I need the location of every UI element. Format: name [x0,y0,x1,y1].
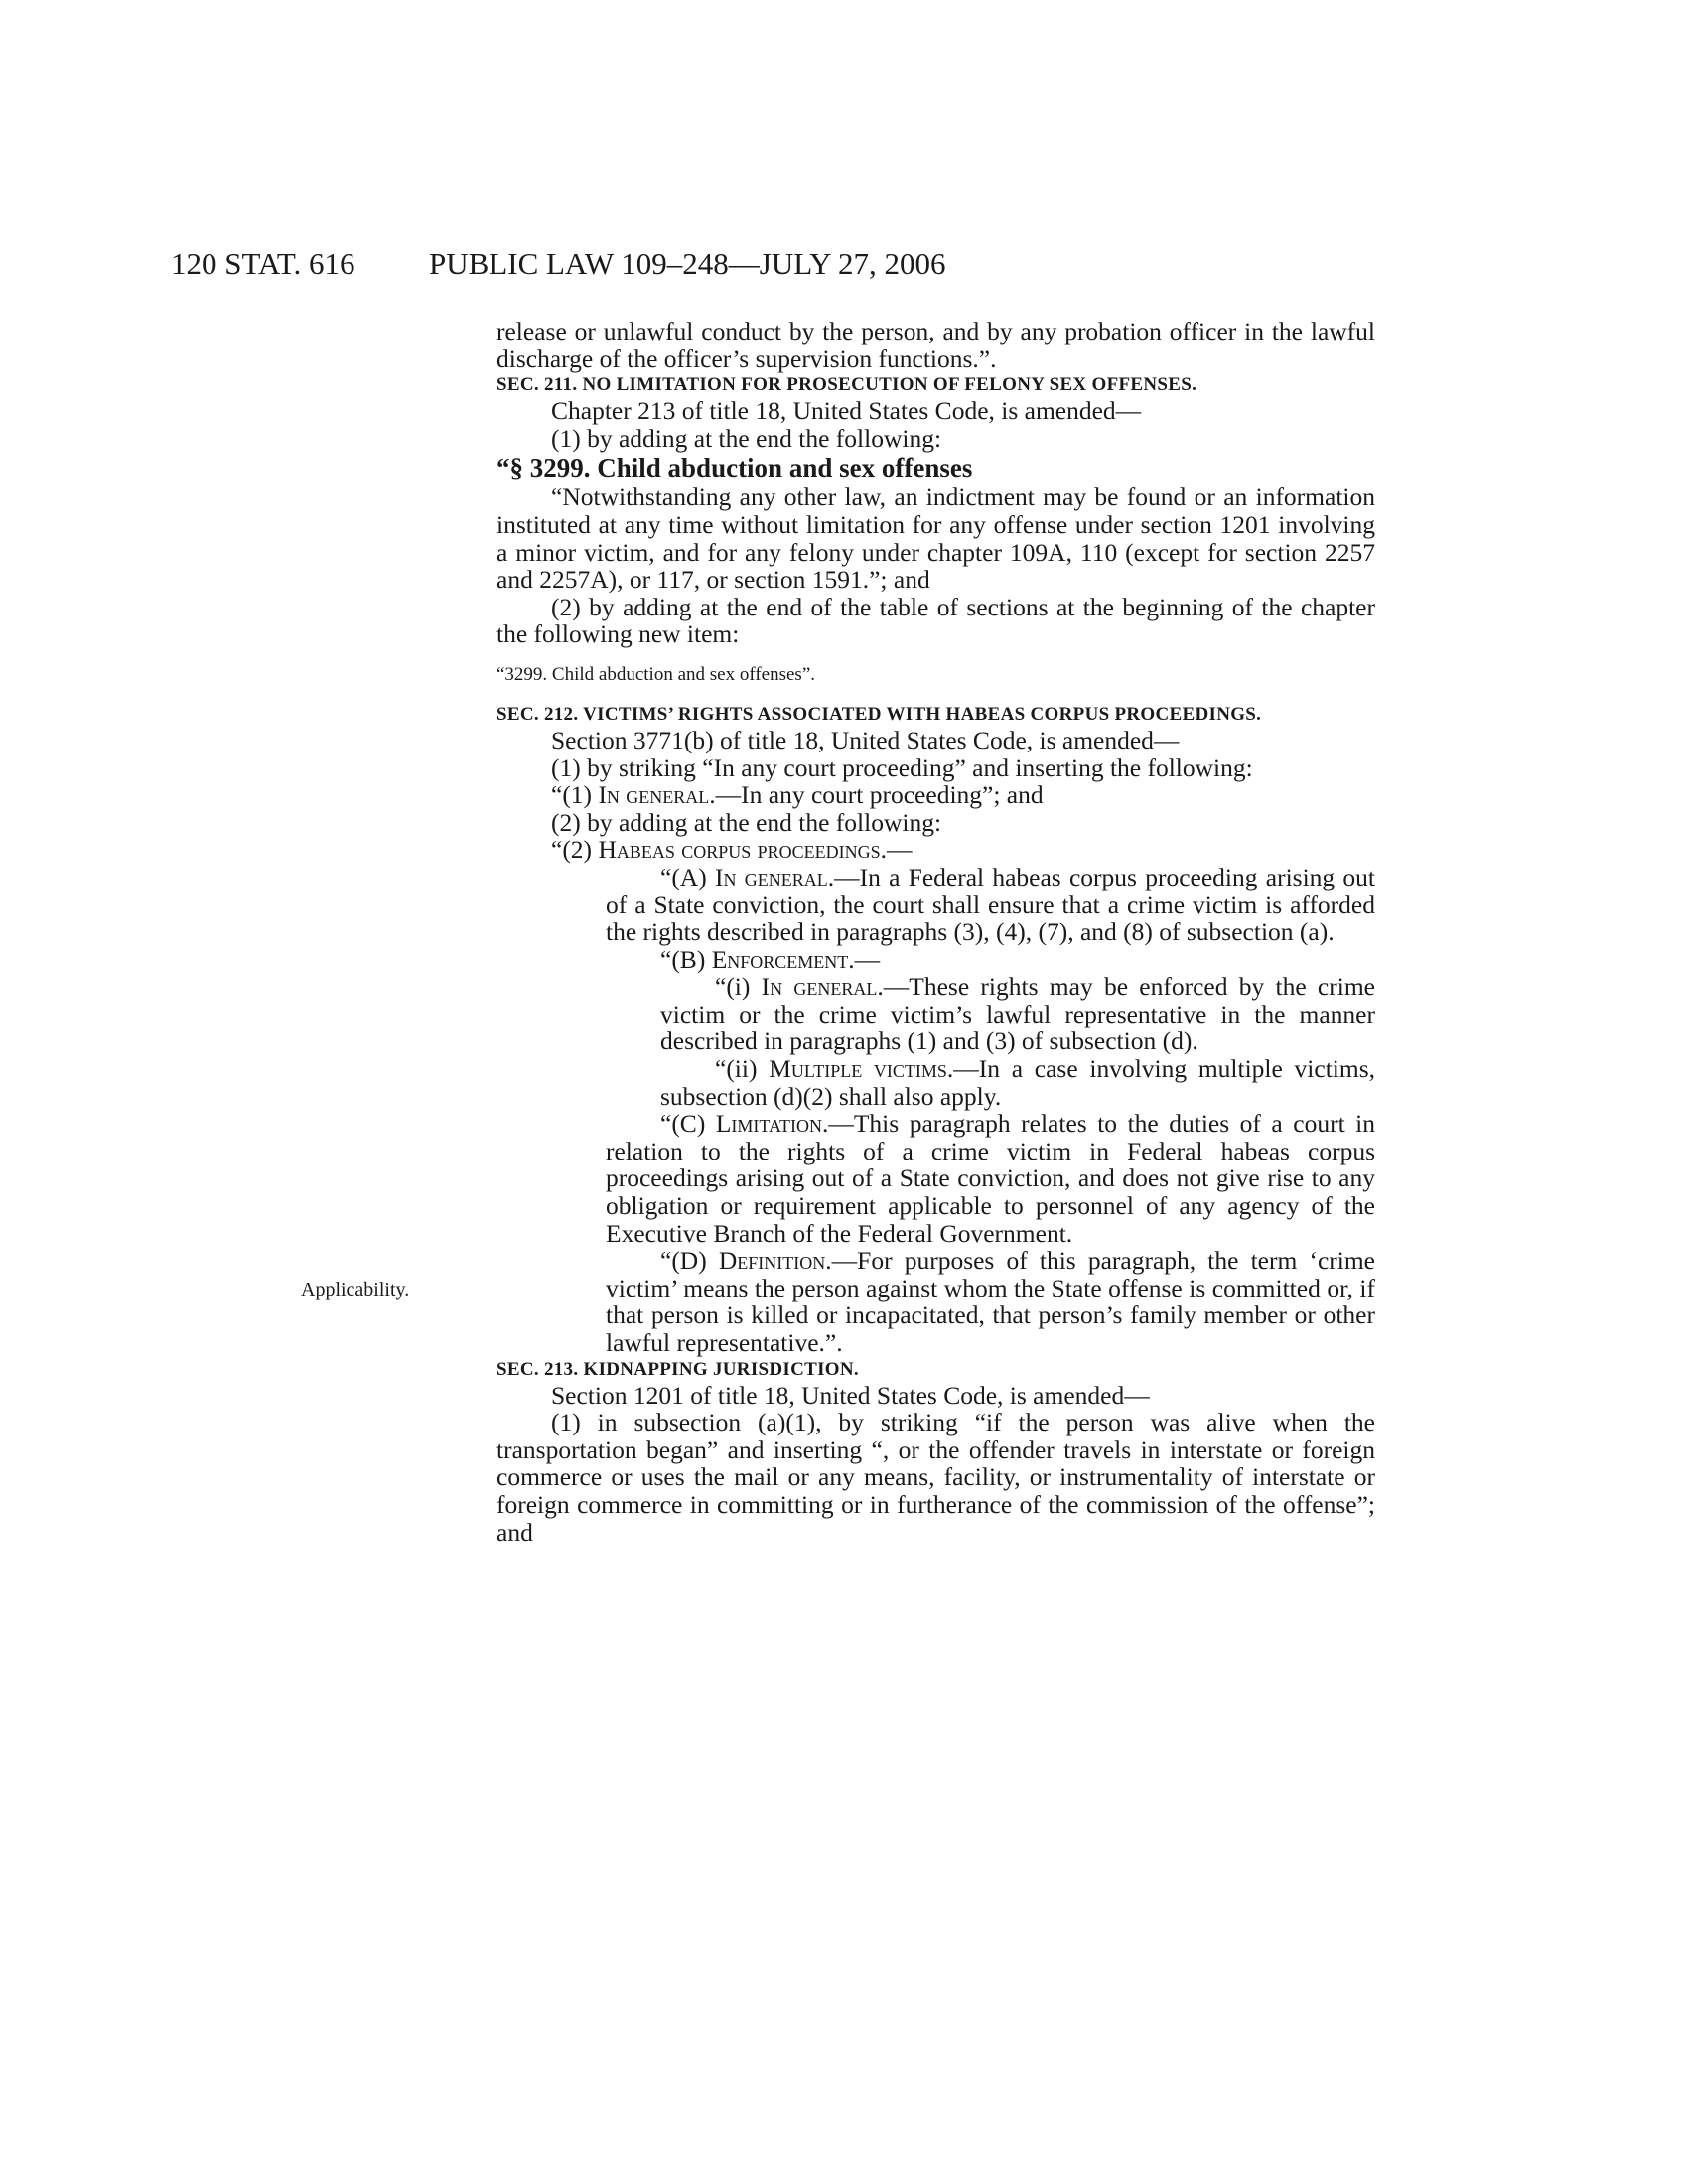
paragraph-prefix: “(A) [660,862,715,891]
paragraph-heading: In general [761,972,878,1002]
paragraph-heading: Definition [718,1246,826,1276]
paragraph [496,1055,1375,1110]
paragraph [496,1247,1375,1356]
paragraph-text: .—These rights may be enforced by the crime victim or the crime victim’s lawful representative in the manner described in paragraphs (1) and (3) of subsection (d). [660,972,1375,1056]
paragraph-heading: Multiple victims [769,1054,947,1084]
paragraph-text: .—In a Federal habeas corpus proceeding arising out of a State conviction, the court shall ensure that a crime victim is afforded the rights described in paragraphs (3), (4), (7), and (8) of subsection (a). [606,862,1375,947]
paragraph [496,836,1375,864]
paragraph [496,781,1375,809]
paragraph [496,1110,1375,1247]
paragraph [496,973,1375,1055]
section-number: SEC. 212. [496,703,579,725]
public-law-title: PUBLIC LAW 109–248—JULY 27, 2006 [429,246,946,281]
page-header [171,244,1372,284]
section-title: NO LIMITATION FOR PROSECUTION OF FELONY SEX OFFENSES. [582,374,1197,396]
section-number: SEC. 211. [496,374,578,396]
paragraph: Chapter 213 of title 18, United States Code, is amended— [551,396,1142,426]
paragraph [496,946,1375,974]
paragraph-heading: Limitation [715,1109,822,1139]
paragraph [496,864,1375,946]
paragraph-heading: Habeas corpus proceedings [598,835,881,865]
section-heading-213 [496,1357,1375,1382]
document-body [496,318,1375,1546]
paragraph-text: .—For purposes of this paragraph, the term ‘crime victim’ means the person against whom the State offense is committed or, if that person is killed or incapacitated, that person’s family member or other lawful representative.”. [606,1246,1375,1357]
section-heading-212 [496,702,1375,727]
paragraph-text: .— [848,944,881,974]
paragraph-prefix: “(C) [660,1109,716,1139]
code-section-heading: “§ 3299. Child abduction and sex offenses [496,453,973,483]
section-title: KIDNAPPING JURISDICTION. [583,1358,859,1380]
paragraph-text: .—In any court proceeding”; and [709,780,1044,810]
section-heading-211 [496,372,1375,397]
paragraph: release or unlawful conduct by the person, and by any probation officer in the lawful discharge of the officer’s supervision functions.”. [496,317,1375,373]
paragraph: (1) by adding at the end the following: [551,423,942,453]
paragraph: (2) by adding at the end the following: [551,807,942,837]
paragraph: (2) by adding at the end of the table of sections at the beginning of the chapter the following new item: [496,592,1375,649]
section-number: SEC. 213. [496,1358,579,1380]
paragraph-prefix: “(B) [660,944,712,974]
paragraph-heading: In general [714,862,828,891]
margin-note-applicability: Applicability. [301,1279,410,1300]
paragraph-text: .— [880,835,913,865]
statute-page-number: 120 STAT. 616 [171,246,355,281]
paragraph: “Notwithstanding any other law, an indictment may be found or an information instituted at any time without limitation for any offense under section 1201 involving a minor victim, and for any felony under chapter 109A, 110 (except for section 2257 and 2257A), or 117, or section 1591.”; and [496,482,1375,595]
paragraph: (1) by striking “In any court proceeding” and inserting the following: [551,752,1253,782]
paragraph: Section 3771(b) of title 18, United States Code, is amended— [551,725,1180,754]
paragraph-prefix: “(2) [551,835,599,865]
paragraph-prefix: “(1) [551,780,599,810]
paragraph-prefix: “(ii) [715,1054,770,1084]
paragraph-prefix: “(D) [660,1246,719,1276]
paragraph-heading: Enforcement [711,944,849,974]
paragraph-text: .—This paragraph relates to the duties of a court in relation to the rights of a crime victim in Federal habeas corpus proceedings arising out of a State conviction, and does not give rise to any obligation or requirement applicable to personnel of any agency of the Executive Branch of the Federal Government. [606,1109,1376,1248]
paragraph: (1) in subsection (a)(1), by striking “if the person was alive when the transportation began” and inserting “, or the offender travels in interstate or foreign commerce or uses the mail or any means, facility, or instrumentality of interstate or foreign commerce in committing or in furtherance of the commission of the offense”; and [496,1408,1375,1547]
paragraph-prefix: “(i) [715,972,762,1002]
section-title: VICTIMS’ RIGHTS ASSOCIATED WITH HABEAS CORPUS PROCEEDINGS. [583,703,1262,725]
paragraph: Section 1201 of title 18, United States Code, is amended— [551,1380,1150,1410]
paragraph-heading: In general [598,780,710,810]
paragraph-text: .—In a case involving multiple victims, subsection (d)(2) shall also apply. [660,1054,1375,1111]
table-of-sections-item: “3299. Child abduction and sex offenses”. [496,663,815,685]
